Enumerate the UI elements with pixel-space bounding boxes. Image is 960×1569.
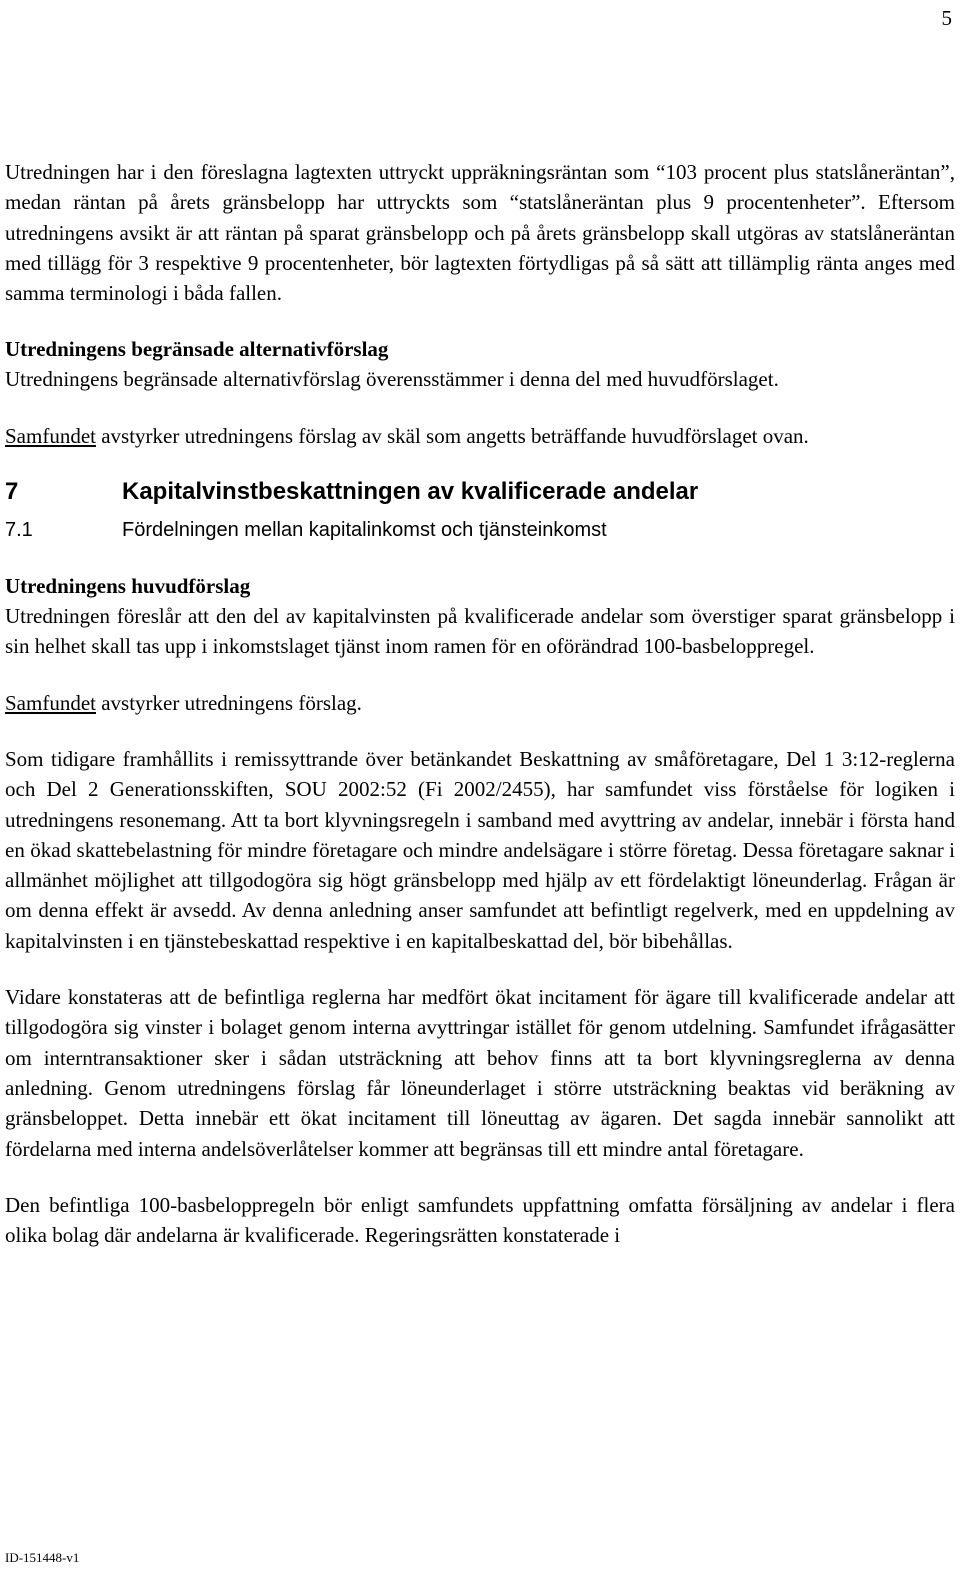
section-number: 7.1 — [5, 519, 33, 542]
section-heading — [5, 515, 955, 545]
heading-alternative-proposal: Utredningens begränsade alternativförslag — [5, 337, 389, 362]
chapter-heading — [5, 475, 955, 509]
section-title: Fördelningen mellan kapitalinkomst och tjänsteinkomst — [122, 519, 607, 542]
chapter-number: 7 — [5, 478, 19, 506]
heading-main-proposal: Utredningens huvudförslag — [5, 574, 251, 599]
paragraph-main-proposal: Utredningen föreslår att den del av kapitalvinsten på kvalificerade andelar som överstiger sparat gränsbelopp i sin helhet skall tas upp i inkomstslaget tjänst inom ramen för en oförändrad 100-basbeloppregel. — [5, 604, 955, 659]
chapter-title: Kapitalvinstbeskattningen av kvalificerade andelar — [122, 478, 699, 506]
paragraph-previous-remiss: Som tidigare framhållits i remissyttrande över betänkandet Beskattning av småföretagare, Del 1 3:12-reglerna och Del 2 Generationsskiften, SOU 2002:52 (Fi 2002/2455), har samfundet viss förståelse för logiken i utredningens resonemang. Att ta bort klyvningsregeln i samband med avyttring av andelar, innebär i första hand en ökad skattebelastning för mindre företagare och mindre andelsägare i större företag. Dessa företagare saknar i allmänhet möjlighet att tillgodogöra sig högt gränsbelopp med hjälp av ett fördelaktigt löneunderlag. Frågan är om denna effekt är avsedd. Av denna anledning anser samfundet att befintligt regelverk, med en uppdelning av kapitalvinsten i en tjänstebeskattad respektive i en kapitalbeskattad del, bör bibehållas. — [5, 746, 955, 953]
paragraph-text: avstyrker utredningens förslag av skäl som angetts beträffande huvudförslaget ovan. — [95, 423, 809, 448]
page-number: 5 — [941, 6, 952, 30]
document-body — [5, 157, 955, 1250]
paragraph-text: avstyrker utredningens förslag. — [95, 690, 362, 715]
paragraph-incentives: Vidare konstateras att de befintliga reglerna har medfört ökat incitament för ägare till kvalificerade andelar att tillgodogöra sig vinster i bolaget genom interna avyttringar istället för genom utdelning. Samfundet ifrågasätter om interntransaktioner sker i sådan utsträckning att behov finns att ta bort klyvningsreglerna av denna anledning. Genom utredningens förslag får löneunderlaget i större utsträckning beaktas vid beräkning av gränsbeloppet. Detta innebär ett ökat incitament till löneuttag av ägaren. Det sagda innebär sannolikt att fördelarna med interna andelsöverlåtelser kommer att begränsas till ett mindre antal företagare. — [5, 985, 955, 1161]
paragraph-samfundet-rejects-main — [5, 688, 955, 718]
document-id: ID-151448-v1 — [5, 1550, 80, 1565]
samfundet-underlined: Samfundet — [5, 423, 96, 448]
paragraph-samfundet-rejects-alt — [5, 421, 955, 451]
samfundet-underlined: Samfundet — [5, 690, 96, 715]
paragraph-interest-terminology: Utredningen har i den föreslagna lagtexten uttryckt uppräkningsräntan som “103 procent plus statslåneräntan”, medan räntan på årets gränsbelopp har uttryckts som “statslåneräntan plus 9 procentenheter”. Eftersom utredningens avsikt är att räntan på sparat gränsbelopp och på årets gränsbelopp skall utgöras av statslåneräntan med tillägg för 3 respektive 9 procentenheter, bör lagtexten förtydligas på så sätt att tillämplig ränta anges med samma terminologi i båda fallen. — [5, 160, 955, 306]
paragraph-alternative-proposal: Utredningens begränsade alternativförslag överensstämmer i denna del med huvudförslaget. — [5, 367, 779, 392]
paragraph-basbelopp-rule: Den befintliga 100-basbeloppregeln bör enligt samfundets uppfattning omfatta försäljning av andelar i flera olika bolag där andelarna är kvalificerade. Regeringsrätten konstaterade i — [5, 1192, 955, 1248]
